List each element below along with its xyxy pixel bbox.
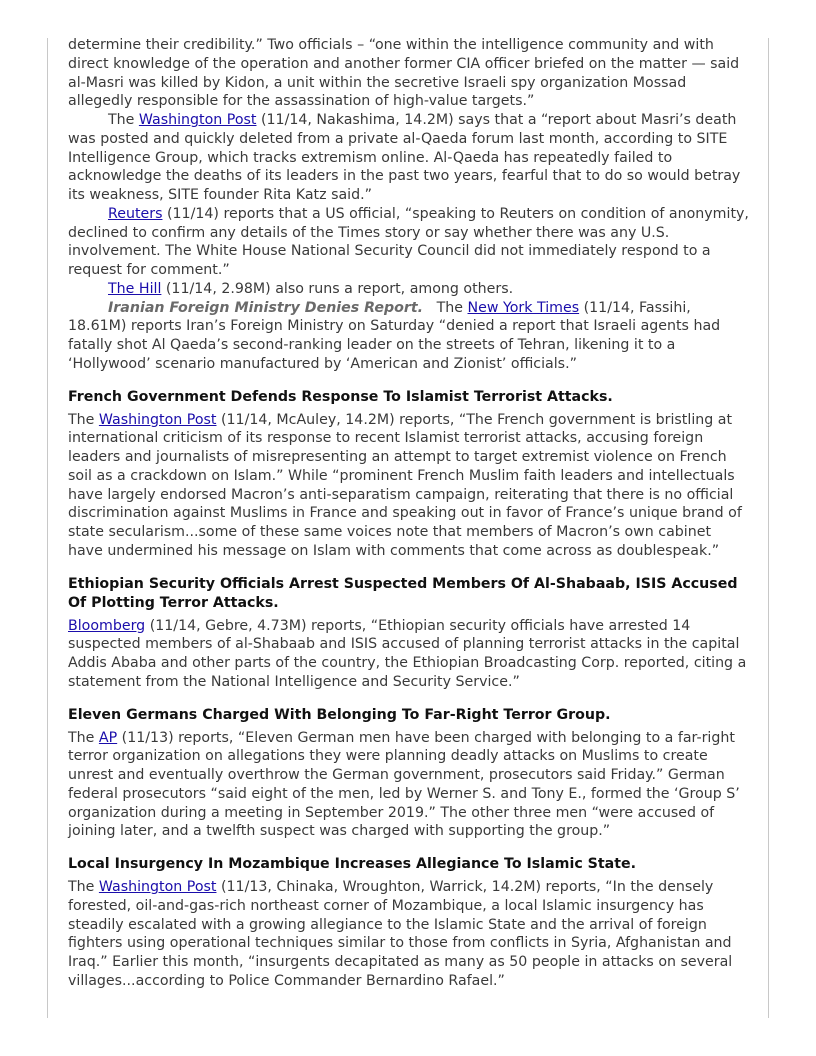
reuters-paragraph: Reuters (11/14) reports that a US official, “speaking to Reuters on condition of anonymity, declined to confirm any details of the Times story or say whether there was any U.S. involvement. The White House National Security Council did not immediately respond to a request for comment.” [68,205,749,278]
washington-post-link[interactable]: Washington Post [98,411,217,428]
article-headline: Eleven Germans Charged With Belonging To Far-Right Terror Group. [68,706,611,723]
article-body: Bloomberg (11/14, Gebre, 4.73M) reports, “Ethiopian security officials have arrested 14 suspected members of al-Shabaab and ISIS accused of planning terrorist attacks in the capital Addis Ababa and other parts of the country, the Ethiopian Broadcasting Corp. reported, citing a statement from the National Intelligence and Security Service.” [68,617,747,690]
washington-post-paragraph: The Washington Post (11/14, Nakashima, 14.2M) says that a “report about Masri’s death was posted and quickly deleted from a private al-Qaeda forum last month, according to SITE Intelligence Group, which tracks extremism online. Al-Qaeda has repeatedly failed to acknowledge the deaths of its leaders in the past two years, fearful that to do so would betray its weakness, SITE founder Rita Katz said.” [68,112,741,203]
iran-paragraph: Iranian Foreign Ministry Denies Report. The New York Times (11/14, Fassihi, 18.61M) reports Iran’s Foreign Ministry on Saturday “denied a report that Israeli agents had fatally shot Al Qaeda’s second-ranking leader on the streets of Tehran, likening it to a ‘Hollywood’ scenario manufactured by ‘American and Zionist’ officials.” [68,299,721,372]
right-margin-rule [768,38,769,1018]
article-headline: Ethiopian Security Officials Arrest Suspected Members Of Al-Shabaab, ISIS Accused Of Plotting Terror Attacks. [68,575,738,611]
article-mozambique-insurgency [68,855,750,991]
washington-post-link[interactable]: Washington Post [98,879,217,895]
washington-post-link[interactable]: Washington Post [138,112,257,128]
article-headline: French Government Defends Response To Islamist Terrorist Attacks. [68,388,613,405]
left-margin-rule [47,38,48,1018]
article-french-government [68,388,750,561]
the-hill-link[interactable]: The Hill [108,280,162,297]
continuation-paragraph: determine their credibility.” Two officials – “one within the intelligence community and with direct knowledge of the operation and another former CIA officer briefed on the matter — said al-Masri was killed by Kidon, a unit within the secretive Israeli spy organization Mossad allegedly responsible for the assassination of high-value targets.” [68,37,740,110]
article-ethiopian-arrests [68,575,750,692]
the-hill-paragraph: The Hill (11/14, 2.98M) also runs a report, among others. [108,280,514,297]
ap-link[interactable]: AP [98,729,118,746]
article-body: The Washington Post (11/13, Chinaka, Wroughton, Warrick, 14.2M) reports, “In the densely forested, oil-and-gas-rich northeast corner of Mozambique, a local Islamic insurgency has steadily escalated with a growing allegiance to the Islamic State and the arrival of foreign fighters using operational techniques similar to those from conflicts in Syria, Afghanistan and Iraq.” Earlier this month, “insurgents decapitated as many as 50 people in attacks on several villages...according to Police Commander Bernardino Rafael.” [68,879,733,989]
new-york-times-link[interactable]: New York Times [467,299,580,316]
article-eleven-germans [68,706,750,842]
iran-subhead: Iranian Foreign Ministry Denies Report. [108,299,424,316]
document-body [68,36,750,991]
bloomberg-link[interactable]: Bloomberg [68,617,146,634]
article-body: The Washington Post (11/14, McAuley, 14.2M) reports, “The French government is bristling at international criticism of its response to recent Islamist terrorist attacks, accusing foreign leaders and journalists of misrepresenting an attempt to target extremist violence on French soil as a crackdown on Islam.” While “prominent French Muslim faith leaders and intellectuals have largely endorsed Macron’s anti-separatism campaign, reiterating that there is no official discrimination against Muslims in France and speaking out in favor of France’s unique brand of state secularism...some of these same voices note that members of Macron’s own cabinet have undermined his message on Islam with comments that come across as doublespeak.” [68,411,742,559]
article-headline: Local Insurgency In Mozambique Increases Allegiance To Islamic State. [68,856,637,872]
article-body: The AP (11/13) reports, “Eleven German men have been charged with belonging to a far-right terror organization on allegations they were planning deadly attacks on Muslims to create unrest and eventually overthrow the German government, prosecutors said Friday.” German federal prosecutors “said eight of the men, led by Werner S. and Tony E., formed the ‘Group S’ organization during a meeting in September 2019.” The other three men “were accused of joining later, and a twelfth suspect was charged with supporting the group.” [68,729,740,840]
reuters-link[interactable]: Reuters [108,205,163,222]
